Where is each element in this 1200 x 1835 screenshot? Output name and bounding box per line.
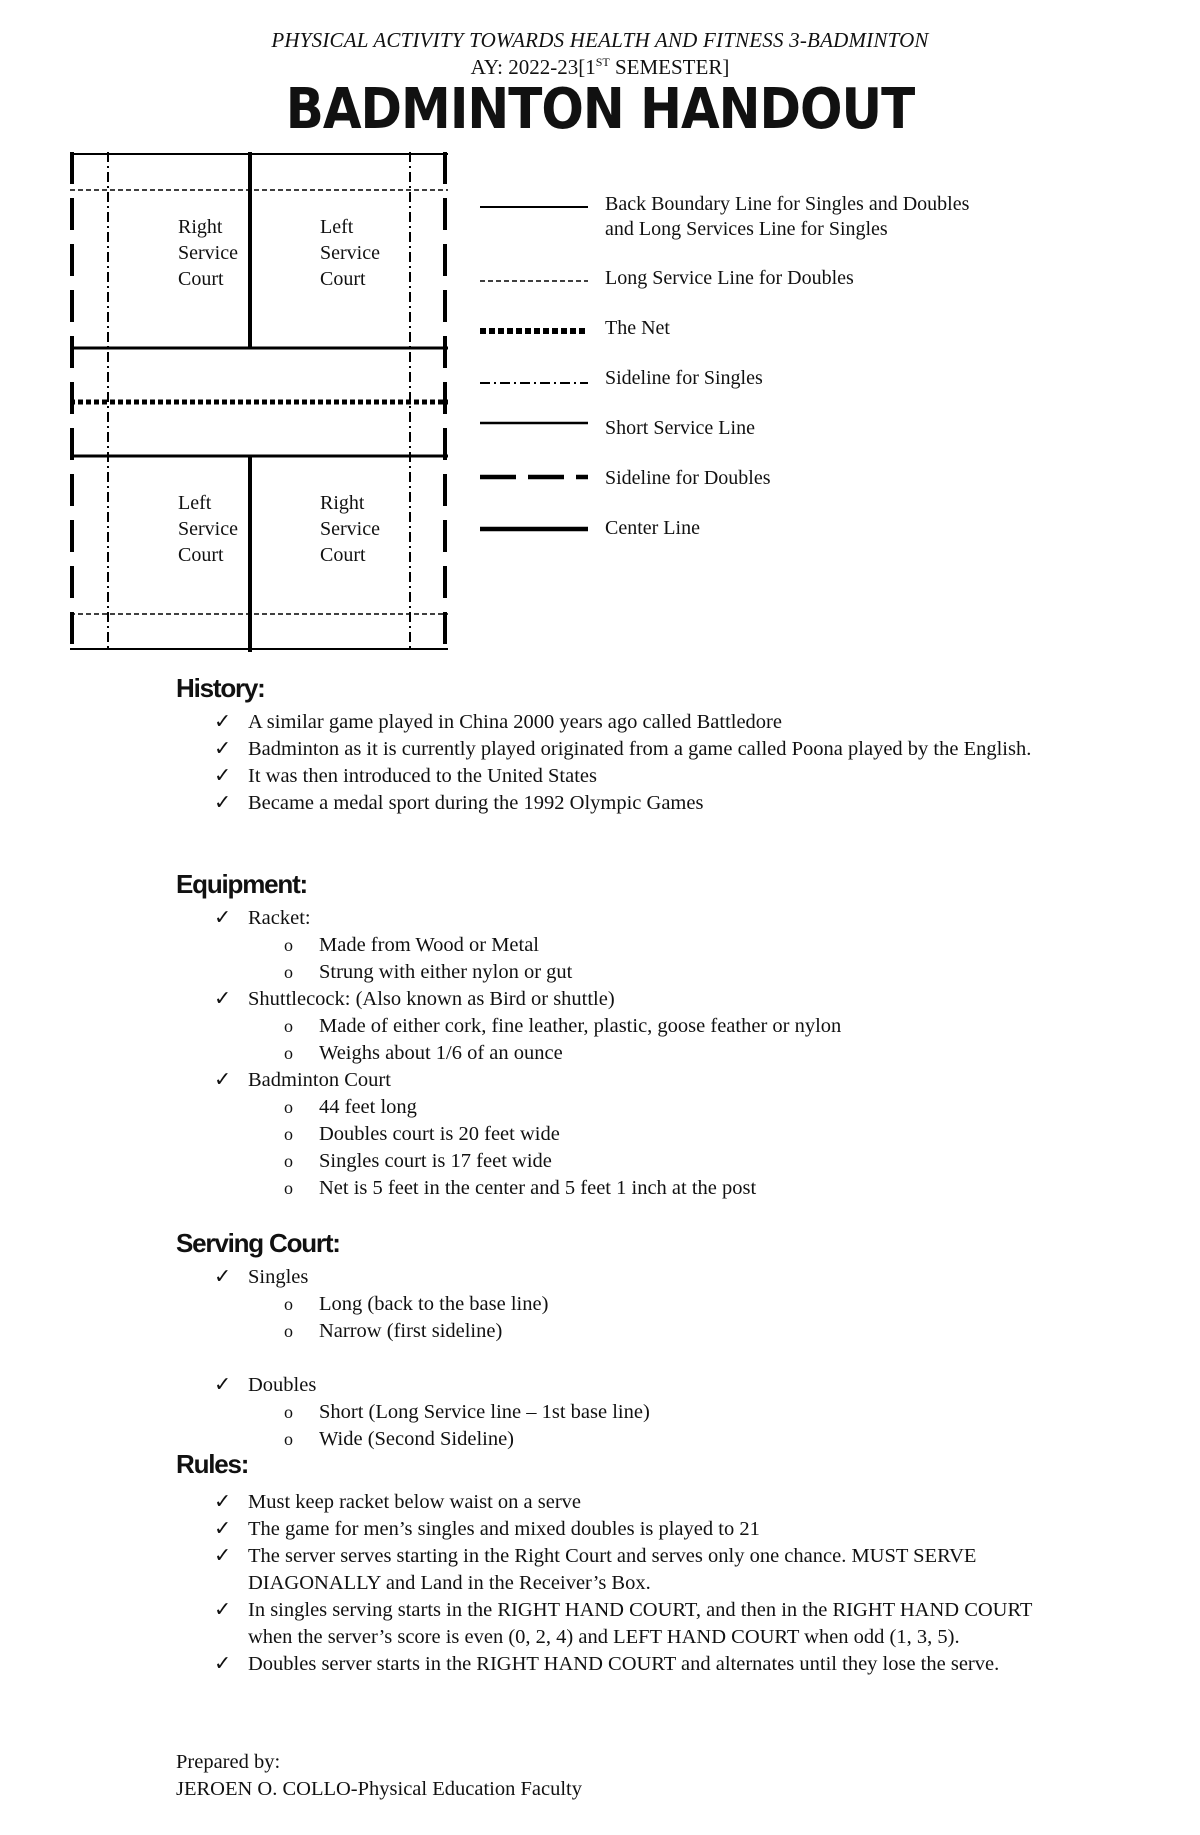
- sub-list-item: o Strung with either nylon or gut: [210, 959, 1040, 986]
- circle-bullet-icon: o: [284, 1124, 293, 1144]
- history-heading: History:: [176, 673, 265, 703]
- list-item: ✓ Singles o Long (back to the base line) o Narrow (first sideline): [210, 1264, 1040, 1345]
- check-icon: ✓: [214, 711, 232, 733]
- sub-list: [210, 1399, 1040, 1453]
- rules-list: [210, 1489, 1040, 1678]
- legend-solid-thin-line: [480, 204, 590, 210]
- check-icon: ✓: [214, 1069, 232, 1091]
- list-item: ✓ Badminton Court o 44 feet long o Doubles court is 20 feet wide o Singles court is 17 feet wide o Net is 5 feet in the center and 5 feet 1 inch at the post: [210, 1067, 1040, 1202]
- sub-list: [210, 932, 1040, 986]
- bottom-left-service-court-label: Left Service Court: [178, 492, 238, 566]
- serving-court-heading: Serving Court:: [176, 1228, 340, 1258]
- sub-list-item: o Weighs about 1/6 of an ounce: [210, 1040, 1040, 1067]
- list-item: ✓ Doubles o Short (Long Service line – 1st base line) o Wide (Second Sideline): [210, 1372, 1040, 1453]
- check-icon: ✓: [214, 1374, 232, 1396]
- sub-list-item: o 44 feet long: [210, 1094, 1040, 1121]
- check-icon: ✓: [214, 1545, 232, 1567]
- list-item: ✓ Racket: o Made from Wood or Metal o Strung with either nylon or gut: [210, 905, 1040, 986]
- list-item: ✓ It was then introduced to the United States: [210, 763, 1040, 790]
- list-item: ✓ Badminton as it is currently played originated from a game called Poona played by the English.: [210, 736, 1040, 763]
- sub-list: [210, 1291, 1040, 1345]
- check-icon: ✓: [214, 1266, 232, 1288]
- list-item: ✓ Must keep racket below waist on a serve: [210, 1489, 1040, 1516]
- sub-list-item: o Made from Wood or Metal: [210, 932, 1040, 959]
- circle-bullet-icon: o: [284, 1151, 293, 1171]
- sub-list-item: o Short (Long Service line – 1st base line): [210, 1399, 1040, 1426]
- court-lines: [70, 152, 450, 652]
- rules-heading: Rules:: [176, 1449, 249, 1479]
- list-item: ✓ The server serves starting in the Right Court and serves only one chance. MUST SERVE DIAGONALLY and Land in the Receiver’s Box.: [214, 1545, 977, 1594]
- list-item: ✓ Became a medal sport during the 1992 Olympic Games: [210, 790, 1040, 817]
- check-icon: ✓: [214, 1518, 232, 1540]
- top-left-service-court-label: Left Service Court: [320, 216, 380, 290]
- circle-bullet-icon: o: [284, 962, 293, 982]
- sub-list-item: o Net is 5 feet in the center and 5 feet 1 inch at the post: [210, 1175, 1040, 1202]
- list-item: ✓ In singles serving starts in the RIGHT HAND COURT, and then in the RIGHT HAND COURT when the server’s score is even (0, 2, 4) and LEFT HAND COURT when odd (1, 3, 5).: [214, 1599, 1033, 1648]
- legend-dashed-thin-line: [480, 278, 590, 284]
- equipment-list: [210, 905, 1040, 1202]
- check-icon: ✓: [214, 988, 232, 1010]
- circle-bullet-icon: o: [284, 1321, 293, 1341]
- history-list: [210, 709, 1040, 817]
- legend-solid-medium-line: [480, 420, 590, 426]
- circle-bullet-icon: o: [284, 935, 293, 955]
- sub-list: [210, 1094, 1040, 1202]
- sub-list: [210, 1013, 1040, 1067]
- serving-court-list: [210, 1264, 1040, 1453]
- sub-list-item: o Singles court is 17 feet wide: [210, 1148, 1040, 1175]
- circle-bullet-icon: o: [284, 1043, 293, 1063]
- prepared-by: Prepared by: JEROEN O. COLLO-Physical Education Faculty: [176, 1749, 582, 1803]
- legend-long-dash-line: [480, 473, 590, 481]
- check-icon: ✓: [214, 765, 232, 787]
- sub-list-item: o Long (back to the base line): [210, 1291, 1040, 1318]
- check-icon: ✓: [214, 792, 232, 814]
- circle-bullet-icon: o: [284, 1178, 293, 1198]
- check-icon: ✓: [214, 1653, 232, 1675]
- equipment-heading: Equipment:: [176, 869, 307, 899]
- check-icon: ✓: [214, 1491, 232, 1513]
- author-name: JEROEN O. COLLO-Physical Education Faculty: [176, 1778, 582, 1800]
- circle-bullet-icon: o: [284, 1016, 293, 1036]
- legend-solid-thick-line: [480, 525, 590, 533]
- circle-bullet-icon: o: [284, 1097, 293, 1117]
- circle-bullet-icon: o: [284, 1294, 293, 1314]
- list-item: ✓ The game for men’s singles and mixed doubles is played to 21: [210, 1516, 1040, 1543]
- check-icon: ✓: [214, 738, 232, 760]
- circle-bullet-icon: o: [284, 1429, 293, 1449]
- sub-list-item: o Made of either cork, fine leather, plastic, goose feather or nylon: [210, 1013, 1040, 1040]
- sub-list-item: o Narrow (first sideline): [210, 1318, 1040, 1345]
- list-item: ✓ Shuttlecock: (Also known as Bird or shuttle) o Made of either cork, fine leather, plastic, goose feather or nylon o Weighs about 1/6 of an ounce: [210, 986, 1040, 1067]
- bottom-right-service-court-label: Right Service Court: [320, 492, 380, 566]
- list-item: ✓ Doubles server starts in the RIGHT HAND COURT and alternates until they lose the serve.: [210, 1651, 1040, 1678]
- page-title: BADMINTON HANDOUT: [285, 76, 915, 142]
- court-diagram: [70, 152, 450, 652]
- check-icon: ✓: [214, 907, 232, 929]
- legend-dotted-thick-line: [480, 327, 590, 335]
- course-title: PHYSICAL ACTIVITY TOWARDS HEALTH AND FITNESS 3-BADMINTON: [271, 28, 929, 52]
- top-right-service-court-label: Right Service Court: [178, 216, 238, 290]
- sub-list-item: o Wide (Second Sideline): [210, 1426, 1040, 1453]
- legend-dash-dot-line: [480, 380, 590, 386]
- academic-year: AY: 2022-23[1ST SEMESTER]: [470, 55, 730, 79]
- check-icon: ✓: [214, 1599, 232, 1621]
- circle-bullet-icon: o: [284, 1402, 293, 1422]
- list-item: ✓ A similar game played in China 2000 years ago called Battledore: [210, 709, 1040, 736]
- sub-list-item: o Doubles court is 20 feet wide: [210, 1121, 1040, 1148]
